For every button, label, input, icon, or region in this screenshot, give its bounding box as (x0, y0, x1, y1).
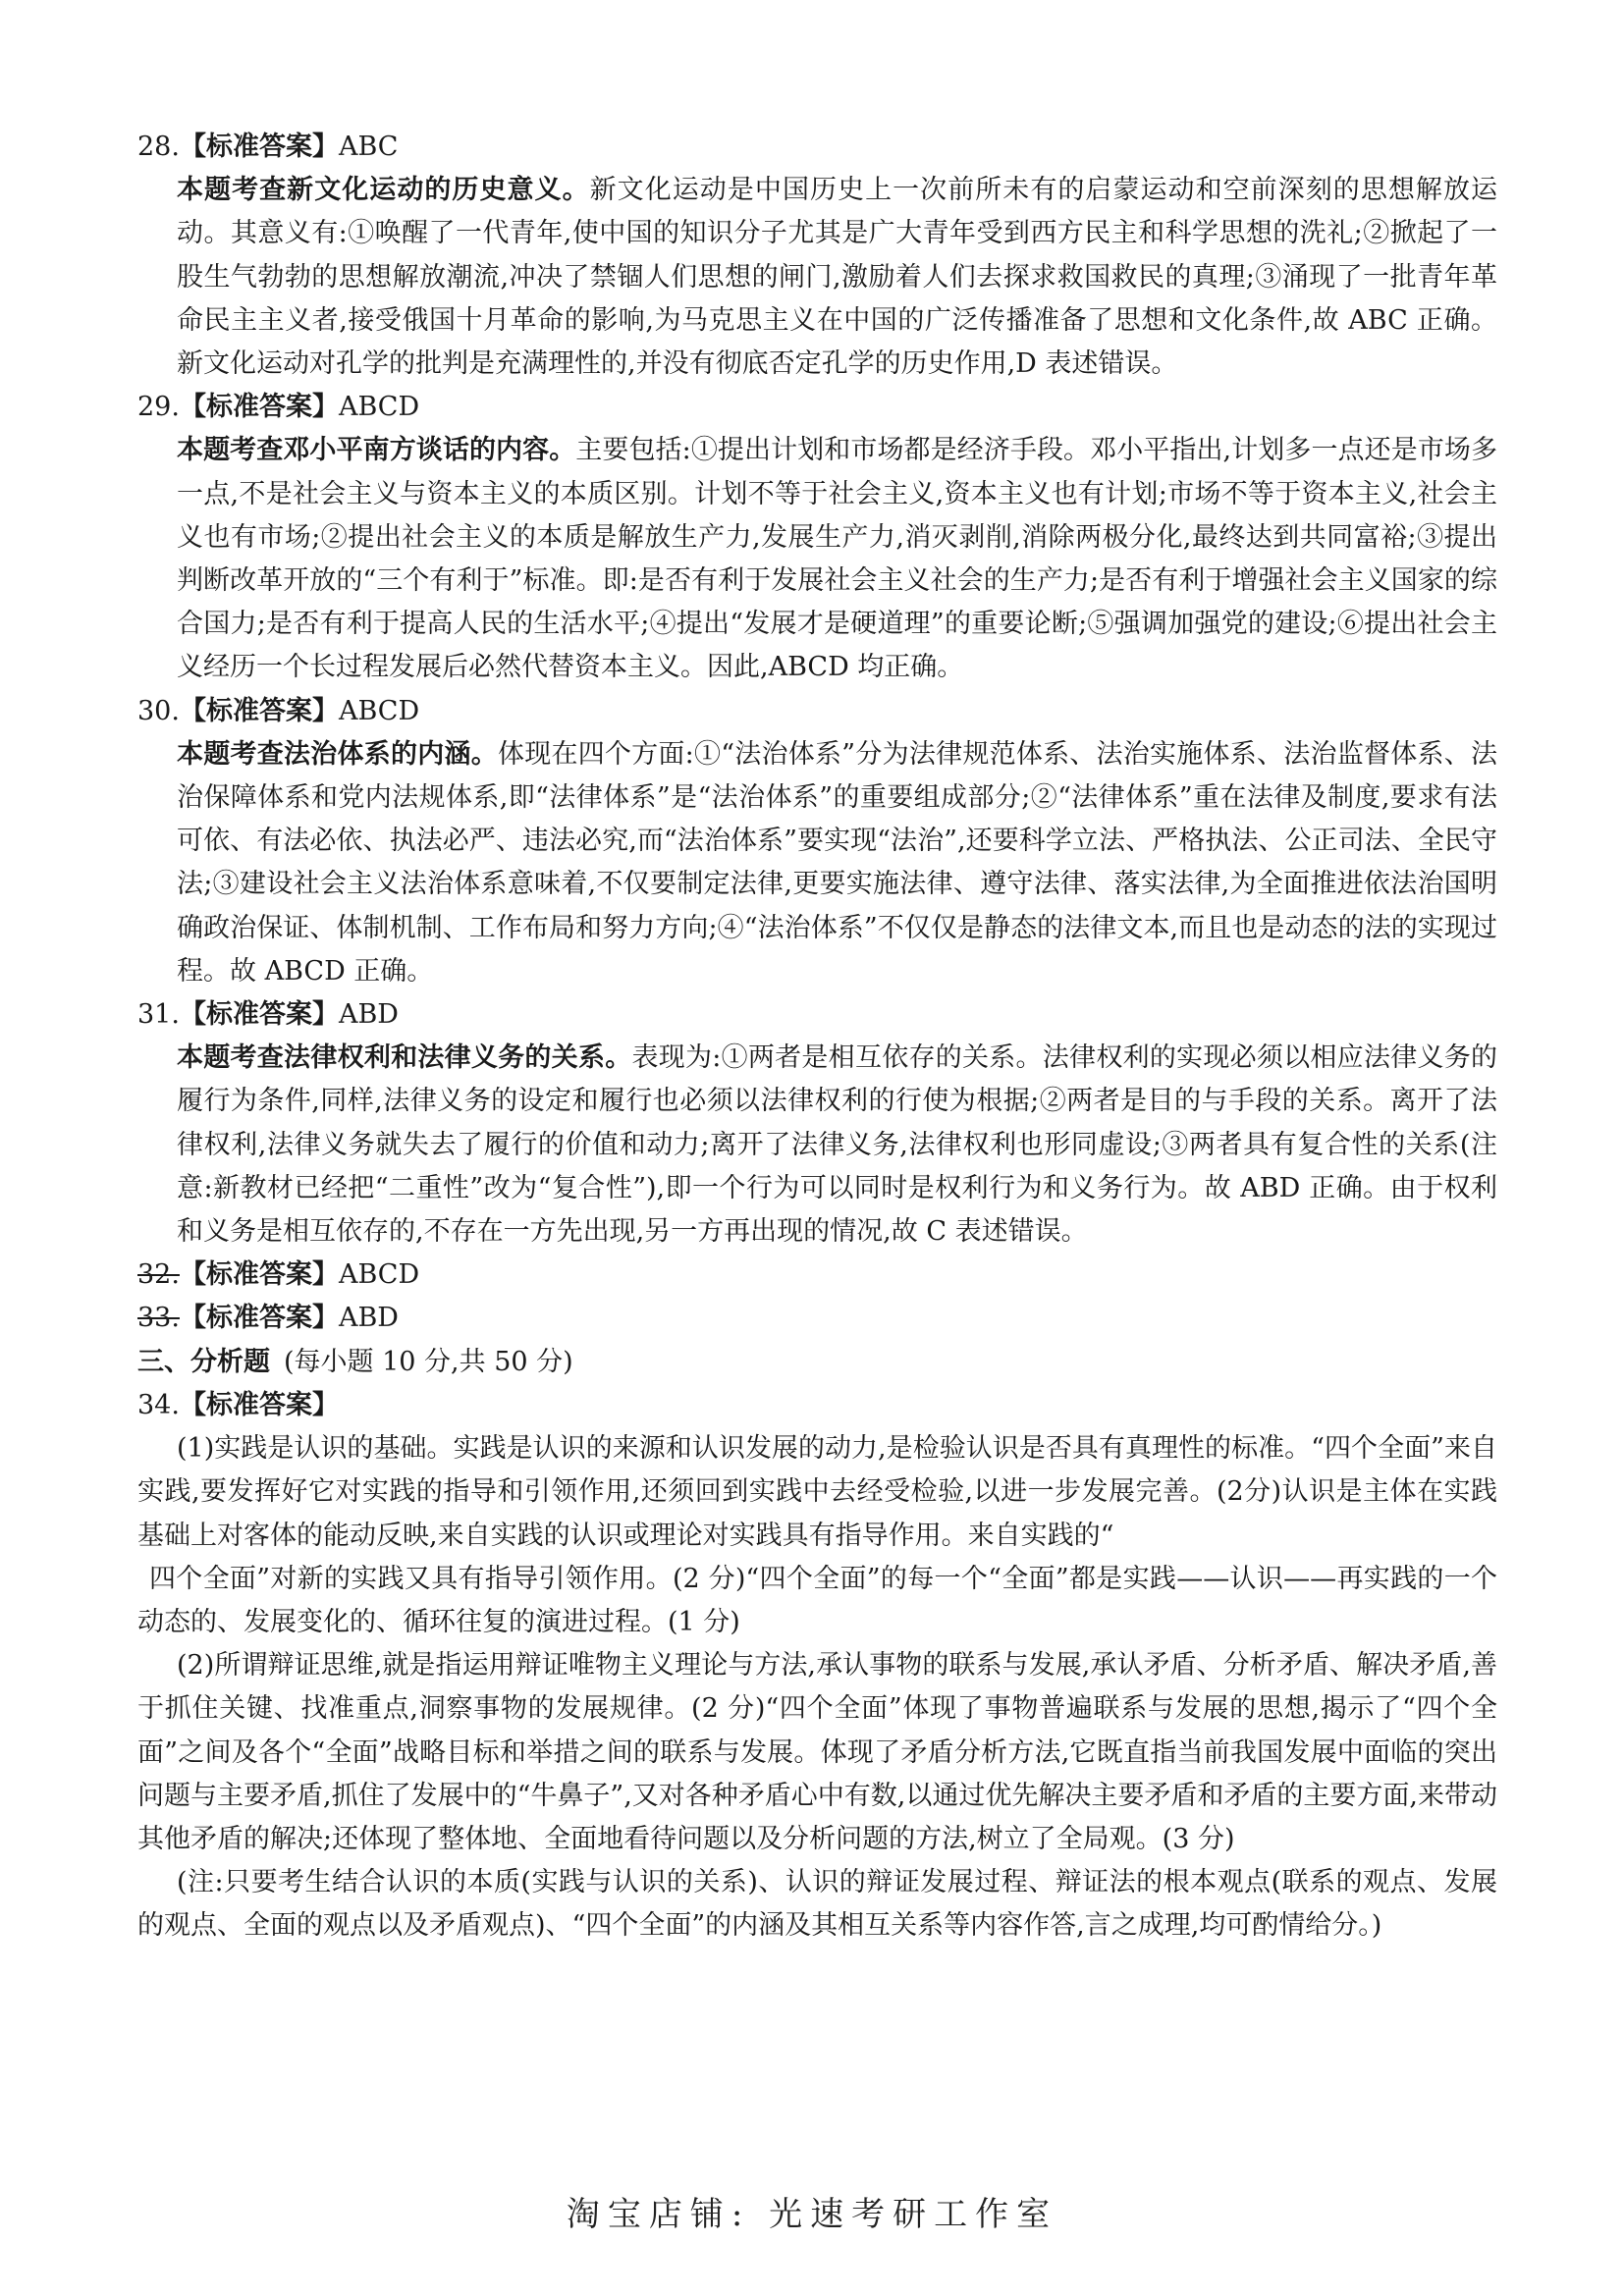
explanation-body: 表现为:①两者是相互依存的关系。法律权利的实现必须以相应法律义务的履行为条件,同样,法律义务的设定和履行也必须以法律权利的行使为根据;②两者是目的与手段的关系。离开了法律权利,法律义务就失去了履行的价值和动力;离开了法律义务,法律权利也形同虚设;③两者具有复合性的关系(注意:新教材已经把“二重性”改为“复合性”),即一个行为可以同时是权利行为和义务行为。故 ABD 正确。由于权利和义务是相互依存的,不存在一方先出现,另一方再出现的情况,故 C 表述错误。 (177, 1042, 1497, 1248)
explanation (177, 733, 1497, 993)
answer-header (137, 126, 1497, 169)
answer-part-1-continued: 四个全面”对新的实践又具有指导引领作用。(2 分)“四个全面”的每一个“全面”都是实践——认识——再实践的一个动态的、发展变化的、循环往复的演进过程。(1 分) (137, 1563, 1497, 1637)
explanation (177, 429, 1497, 689)
explanation-lead: 本题考查法律权利和法律义务的关系。 (177, 1042, 632, 1074)
shop-watermark-footer: 淘宝店铺: 光速考研工作室 (566, 2195, 1058, 2234)
answer-item-30 (137, 690, 1497, 993)
question-number: 29. (137, 392, 180, 423)
answer-header (137, 690, 1497, 733)
answer-item-33 (137, 1297, 1497, 1340)
answer-tag: 【标准答案】 (179, 1259, 339, 1291)
explanation-lead: 本题考查法治体系的内涵。 (177, 738, 498, 770)
answer-item-29 (137, 386, 1497, 689)
question-number: 34. (137, 1389, 180, 1420)
answer-content (137, 126, 1497, 1949)
answer-header (137, 386, 1497, 429)
grading-note: (注:只要考生结合认识的本质(实践与认识的关系)、认识的辩证发展过程、辩证法的根本观点(联系的观点、发展的观点、全面的观点以及矛盾观点)、“四个全面”的内涵及其相互关系等内容作答,言之成理,均可酌情给分。) (137, 1867, 1497, 1942)
answer-header (137, 993, 1497, 1037)
question-number: 33. (137, 1303, 180, 1334)
section-heading (137, 1341, 1497, 1384)
question-number: 30. (137, 695, 180, 726)
answer-value: ABD (338, 1303, 399, 1334)
answer-value: ABC (338, 132, 399, 162)
explanation-body: 新文化运动是中国历史上一次前所未有的启蒙运动和空前深刻的思想解放运动。其意义有:①唤醒了一代青年,使中国的知识分子尤其是广大青年受到西方民主和科学思想的洗礼;②掀起了一股生气勃勃的思想解放潮流,冲决了禁锢人们思想的闸门,激励着人们去探求救国救民的真理;③涌现了一批青年革命民主主义者,接受俄国十月革命的影响,为马克思主义在中国的广泛传播准备了思想和文化条件,故 ABC 正确。新文化运动对孔学的批判是充满理性的,并没有彻底否定孔学的历史作用,D 表述错误。 (177, 175, 1498, 380)
answer-tag: 【标准答案】 (179, 1389, 339, 1420)
question-number: 31. (137, 999, 180, 1031)
answer-tag: 【标准答案】 (179, 392, 339, 423)
answer-value: ABD (338, 999, 399, 1031)
answer-value: ABCD (338, 695, 420, 726)
explanation-body: 主要包括:①提出计划和市场都是经济手段。邓小平指出,计划多一点还是市场多一点,不是社会主义与资本主义的本质区别。计划不等于社会主义,资本主义也有计划;市场不等于资本主义,社会主义也有市场;②提出社会主义的本质是解放生产力,发展生产力,消灭剥削,消除两极分化,最终达到共同富裕;③提出判断改革开放的“三个有利于”标准。即:是否有利于发展社会主义社会的生产力;是否有利于增强社会主义国家的综合国力;是否有利于提高人民的生活水平;④提出“发展才是硬道理”的重要论断;⑤强调加强党的建设;⑥提出社会主义经历一个长过程发展后必然代替资本主义。因此,ABCD 均正确。 (177, 435, 1497, 683)
answer-value: ABCD (338, 1259, 420, 1291)
section-title: 三、分析题 (137, 1346, 270, 1377)
section-note: (每小题 10 分,共 50 分) (284, 1346, 573, 1377)
answer-tag: 【标准答案】 (179, 999, 339, 1031)
answer-part-2: (2)所谓辩证思维,就是指运用辩证唯物主义理论与方法,承认事物的联系与发展,承认矛盾、分析矛盾、解决矛盾,善于抓住关键、找准重点,洞察事物的发展规律。(2 分)“四个全面”体现了事物普遍联系与发展的思想,揭示了“四个全面”之间及各个“全面”战略目标和举措之间的联系与发展。体现了矛盾分析方法,它既直指当前我国发展中面临的突出问题与主要矛盾,抓住了发展中的“牛鼻子”,又对各种矛盾心中有数,以通过优先解决主要矛盾和矛盾的主要方面,来带动其他矛盾的解决;还体现了整体地、全面地看待问题以及分析问题的方法,树立了全局观。(3 分) (137, 1650, 1497, 1854)
explanation-body: 体现在四个方面:①“法治体系”分为法律规范体系、法治实施体系、法治监督体系、法治保障体系和党内法规体系,即“法律体系”是“法治体系”的重要组成部分;②“法律体系”重在法律及制度,要求有法可依、有法必依、执法必严、违法必究,而“法治体系”要实现“法治”,还要科学立法、严格执法、公正司法、全民守法;③建设社会主义法治体系意味着,不仅要制定法律,更要实施法律、遵守法律、落实法律,为全面推进依法治国明确政治保证、体制机制、工作布局和努力方向;④“法治体系”不仅仅是静态的法律文本,而且也是动态的法的实现过程。故 ABCD 正确。 (177, 738, 1498, 987)
explanation (177, 1037, 1497, 1254)
answer-tag: 【标准答案】 (179, 132, 339, 162)
answer-tag: 【标准答案】 (179, 1303, 339, 1334)
question-number: 28. (137, 132, 180, 162)
explanation-lead: 本题考查邓小平南方谈话的内容。 (177, 435, 576, 466)
answer-item-31 (137, 993, 1497, 1254)
answer-tag: 【标准答案】 (179, 695, 339, 726)
answer-item-28 (137, 126, 1497, 386)
answer-value: ABCD (338, 392, 420, 423)
answer-header (137, 1384, 1497, 1427)
answer-item-34 (137, 1384, 1497, 1949)
answer-item-32 (137, 1254, 1497, 1297)
answer-part-1: (1)实践是认识的基础。实践是认识的来源和认识发展的动力,是检验认识是否具有真理性的标准。“四个全面”来自实践,要发挥好它对实践的指导和引领作用,还须回到实践中去经受检验,以进一步发展完善。(2分)认识是主体在实践基础上对客体的能动反映,来自实践的认识或理论对实践具有指导作用。来自实践的“ (137, 1433, 1497, 1551)
question-number: 32. (137, 1259, 180, 1291)
explanation-lead: 本题考查新文化运动的历史意义。 (177, 175, 590, 206)
explanation (177, 169, 1497, 386)
